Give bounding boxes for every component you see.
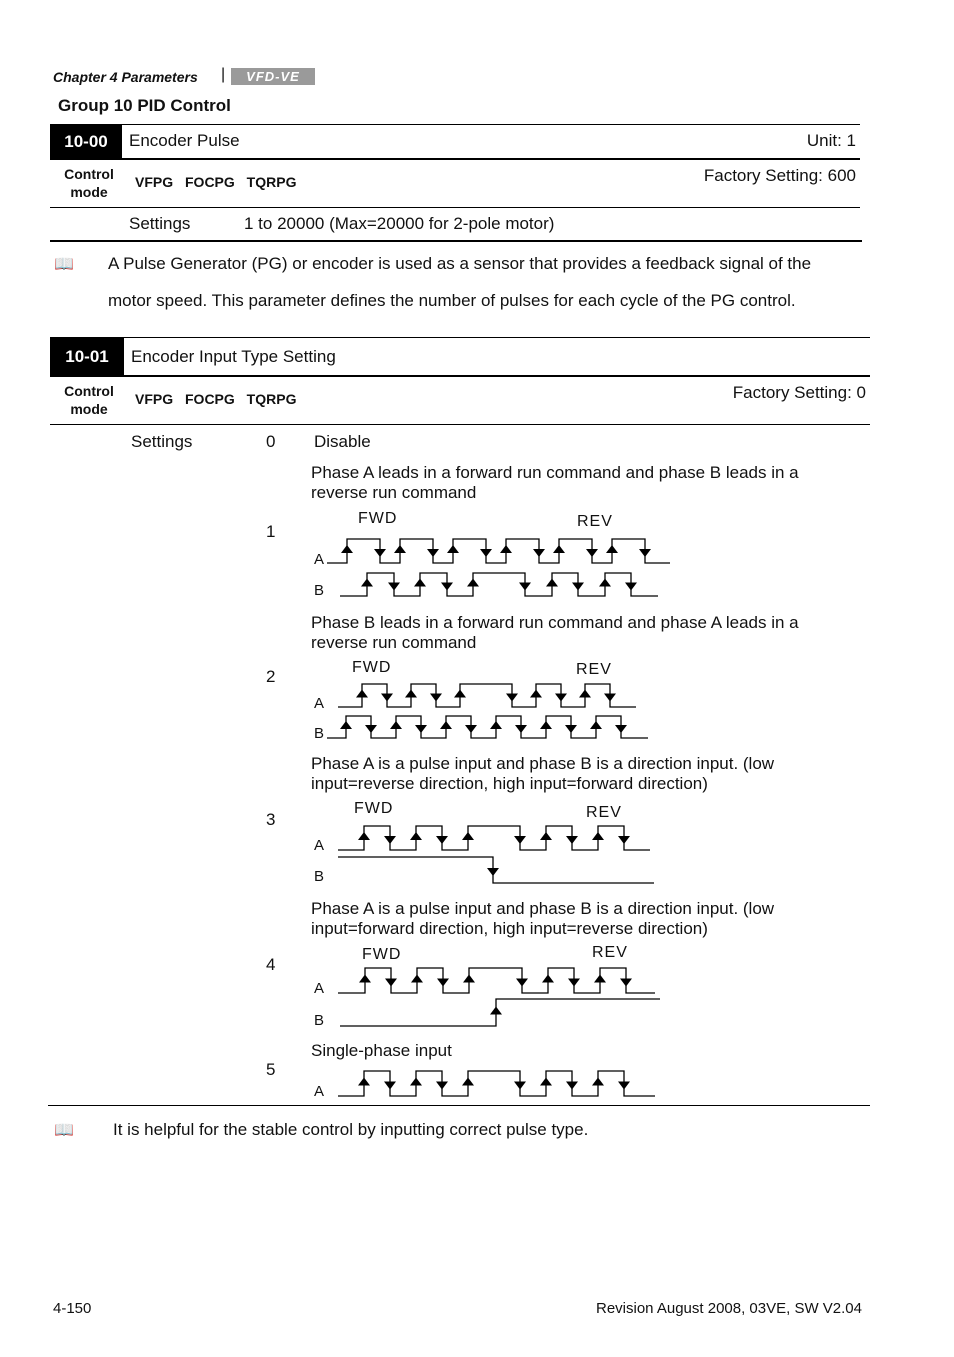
option-value: 1 xyxy=(266,522,276,541)
edge-arrow xyxy=(500,545,512,553)
note-text: motor speed. This parameter defines the number of pulses for each cycle of the PG control. xyxy=(108,291,796,310)
edge-arrow xyxy=(414,579,426,587)
edge-arrow xyxy=(480,549,492,557)
edge-arrow xyxy=(427,549,439,557)
fwd-label: FWD xyxy=(354,800,394,817)
phase-a-label: A xyxy=(314,980,325,997)
factory-setting: Factory Setting: 600 xyxy=(703,166,856,185)
revision-info: Revision August 2008, 03VE, SW V2.04 xyxy=(596,1300,862,1317)
edge-arrow xyxy=(462,1078,474,1086)
page-number: 4-150 xyxy=(53,1300,92,1317)
edge-arrow xyxy=(572,583,584,591)
edge-arrow xyxy=(604,694,616,702)
chapter-title: Chapter 4 Parameters xyxy=(53,69,198,85)
edge-arrow xyxy=(592,1078,604,1086)
phase-a-label: A xyxy=(314,1083,325,1100)
param-name: Encoder Pulse xyxy=(129,131,240,150)
edge-arrow xyxy=(462,832,474,840)
phase-b-label: B xyxy=(314,1012,325,1029)
option-value: 3 xyxy=(266,810,276,829)
phase-b-label: B xyxy=(314,725,325,742)
phase-b-label: B xyxy=(314,868,325,885)
edge-arrow xyxy=(553,545,565,553)
book-icon: 📖 xyxy=(54,256,74,273)
settings-label: Settings xyxy=(129,214,191,233)
edge-arrow xyxy=(341,545,353,553)
control-mode-label: Control mode xyxy=(64,166,114,200)
vfd-ve-logo: VFD-VE xyxy=(231,68,315,85)
edge-arrow xyxy=(514,836,526,844)
edge-arrow xyxy=(565,725,577,733)
phase-a-label: A xyxy=(314,837,325,854)
edge-arrow xyxy=(388,583,400,591)
edge-arrow xyxy=(594,975,606,983)
note-text: A Pulse Generator (PG) or encoder is used as a sensor that provides a feedback signal of the xyxy=(108,254,812,273)
edge-arrow xyxy=(490,721,502,729)
edge-arrow xyxy=(405,690,417,698)
edge-arrow xyxy=(381,694,393,702)
edge-arrow xyxy=(384,836,396,844)
edge-arrow xyxy=(356,690,368,698)
param-name: Encoder Input Type Setting xyxy=(131,347,336,366)
book-icon: 📖 xyxy=(54,1122,74,1139)
edge-arrow xyxy=(411,975,423,983)
edge-arrow xyxy=(359,975,371,983)
settings-value: 1 to 20000 (Max=20000 for 2-pole motor) xyxy=(244,214,555,233)
fwd-label: FWD xyxy=(362,946,402,963)
edge-arrow xyxy=(540,1078,552,1086)
fwd-label: FWD xyxy=(358,510,398,527)
factory-setting: Factory Setting: 0 xyxy=(732,383,866,402)
param-unit: Unit: 1 xyxy=(806,131,856,150)
edge-arrow xyxy=(530,690,542,698)
edge-arrow xyxy=(490,1007,502,1015)
rev-label: REV xyxy=(576,661,612,678)
edge-arrow xyxy=(340,721,352,729)
param-number: 10-01 xyxy=(50,338,124,375)
edge-arrow xyxy=(463,975,475,983)
edge-arrow xyxy=(566,1082,578,1090)
control-mode-label: Control mode xyxy=(64,383,114,417)
edge-arrow xyxy=(540,721,552,729)
edge-arrow xyxy=(590,721,602,729)
note-text: It is helpful for the stable control by inputting correct pulse type. xyxy=(113,1120,589,1139)
header-separator: | xyxy=(221,66,226,83)
edge-arrow xyxy=(374,549,386,557)
edge-arrow xyxy=(516,979,528,987)
edge-arrow xyxy=(533,549,545,557)
edge-arrow xyxy=(385,979,397,987)
edge-arrow xyxy=(437,979,449,987)
edge-arrow xyxy=(390,721,402,729)
option-value: 4 xyxy=(266,955,276,974)
edge-arrow xyxy=(579,690,591,698)
option-text: Phase A is a pulse input and phase B is a direction input. (low input=reverse direction, high input=forward direction) xyxy=(311,754,775,793)
option-text: Single-phase input xyxy=(311,1041,452,1060)
edge-arrow xyxy=(447,545,459,553)
edge-arrow xyxy=(586,549,598,557)
edge-arrow xyxy=(620,979,632,987)
edge-arrow xyxy=(542,975,554,983)
phase-b-label: B xyxy=(314,582,325,599)
edge-arrow xyxy=(430,694,442,702)
settings-label: Settings xyxy=(131,432,193,451)
control-modes: VFPG FOCPG TQRPG xyxy=(135,391,297,407)
edge-arrow xyxy=(514,1082,526,1090)
edge-arrow xyxy=(361,579,373,587)
option-value: 0 xyxy=(266,432,276,451)
option-text: Phase A leads in a forward run command and phase B leads in a reverse run command xyxy=(311,463,799,502)
rev-label: REV xyxy=(586,804,622,821)
edge-arrow xyxy=(566,836,578,844)
option-text: Disable xyxy=(314,432,371,451)
option-value: 2 xyxy=(266,667,276,686)
edge-arrow xyxy=(454,690,466,698)
edge-arrow xyxy=(410,1078,422,1086)
edge-arrow xyxy=(358,832,370,840)
edge-arrow xyxy=(599,579,611,587)
edge-arrow xyxy=(618,836,630,844)
edge-arrow xyxy=(515,725,527,733)
edge-arrow xyxy=(555,694,567,702)
edge-arrow xyxy=(618,1082,630,1090)
edge-arrow xyxy=(436,836,448,844)
edge-arrow xyxy=(506,694,518,702)
group-title: Group 10 PID Control xyxy=(58,96,231,115)
edge-arrow xyxy=(436,1082,448,1090)
option-text: Phase B leads in a forward run command and phase A leads in a reverse run command xyxy=(311,613,799,652)
edge-arrow xyxy=(394,545,406,553)
edge-arrow xyxy=(639,549,651,557)
edge-arrow xyxy=(568,979,580,987)
edge-arrow xyxy=(487,868,499,876)
edge-arrow xyxy=(606,545,618,553)
param-number: 10-00 xyxy=(50,125,122,158)
option-value: 5 xyxy=(266,1060,276,1079)
edge-arrow xyxy=(415,725,427,733)
edge-arrow xyxy=(441,583,453,591)
divider xyxy=(48,1105,870,1106)
rev-label: REV xyxy=(577,513,613,530)
edge-arrow xyxy=(615,725,627,733)
fwd-label: FWD xyxy=(352,659,392,676)
phase-a-label: A xyxy=(314,695,325,712)
edge-arrow xyxy=(519,583,531,591)
edge-arrow xyxy=(540,832,552,840)
edge-arrow xyxy=(365,725,377,733)
option-text: Phase A is a pulse input and phase B is a direction input. (low input=forward direction, high input=reverse direction) xyxy=(311,899,775,938)
edge-arrow xyxy=(592,832,604,840)
edge-arrow xyxy=(625,583,637,591)
control-modes: VFPG FOCPG TQRPG xyxy=(135,174,297,190)
edge-arrow xyxy=(465,725,477,733)
edge-arrow xyxy=(410,832,422,840)
rev-label: REV xyxy=(592,944,628,961)
edge-arrow xyxy=(358,1078,370,1086)
edge-arrow xyxy=(546,579,558,587)
edge-arrow xyxy=(384,1082,396,1090)
edge-arrow xyxy=(467,579,479,587)
edge-arrow xyxy=(440,721,452,729)
phase-a-label: A xyxy=(314,551,325,568)
